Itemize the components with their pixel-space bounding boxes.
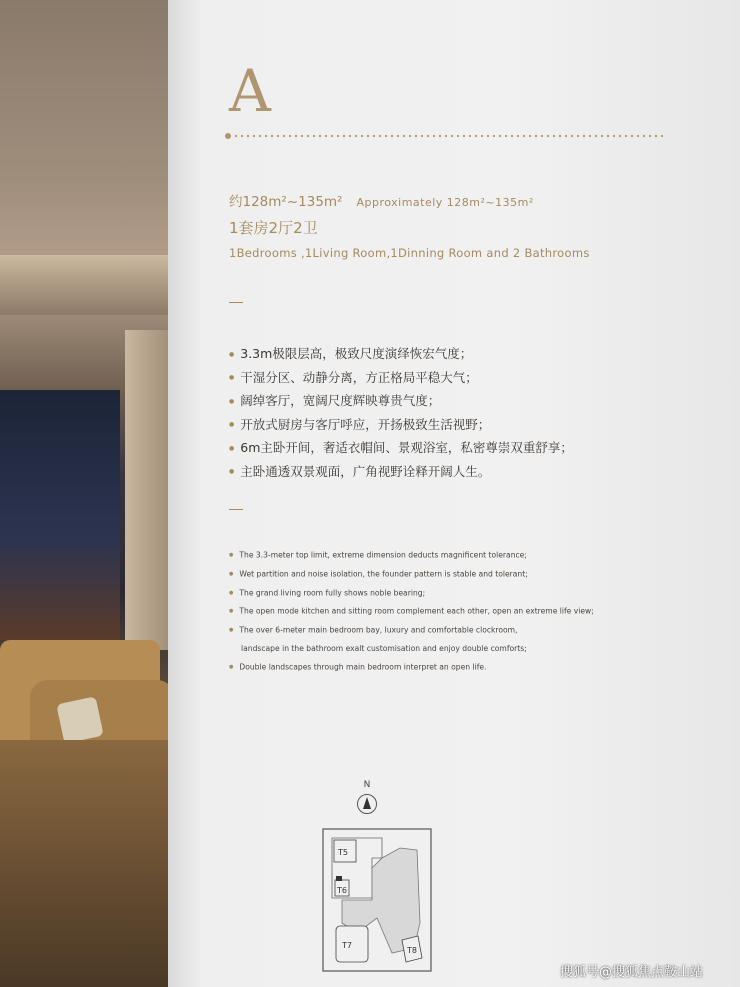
watermark: 搜狐号@搜狐焦点鞍山站 xyxy=(560,965,704,980)
tower-label: T5 xyxy=(338,848,348,857)
feature-cn-item: ● 开放式厨房与客厅呼应，开扬极致生活视野； xyxy=(229,413,573,437)
compass-icon xyxy=(357,794,377,814)
features-cn-list xyxy=(229,342,573,483)
area-cn: 约128m²~135m² xyxy=(229,194,343,210)
dotted-divider xyxy=(227,135,667,137)
tower-block xyxy=(336,926,368,962)
feature-en-item: ● Double landscapes through main bedroom interpret an open life. xyxy=(229,658,589,677)
feature-cn-item: ● 阔绰客厅，宽阔尺度辉映尊贵气度； xyxy=(229,389,573,413)
unit-area xyxy=(229,190,534,210)
feature-en-item-continued: landscape in the bathroom exalt customisation and enjoy double comforts; xyxy=(241,643,527,653)
brochure-page xyxy=(168,0,740,987)
feature-en-item: ● Wet partition and noise isolation, the founder pattern is stable and tolerant; xyxy=(229,565,589,584)
feature-cn-item: ● 干湿分区、动静分离，方正格局平稳大气； xyxy=(229,366,573,390)
tower-label: T8 xyxy=(407,946,417,955)
unit-letter: A xyxy=(229,57,271,125)
rooms-cn: 1套房2厅2卫 xyxy=(229,219,318,237)
feature-cn-item: ● 3.3m极限层高，极致尺度演绎恢宏气度； xyxy=(229,342,573,366)
feature-en-item: ● The open mode kitchen and sitting room complement each other, open an extreme life view; xyxy=(229,602,589,621)
feature-cn-item: ● 主卧通透双景观面，广角视野诠释开阔人生。 xyxy=(229,460,573,484)
short-divider xyxy=(229,509,243,510)
short-divider xyxy=(229,302,243,303)
features-en-list xyxy=(229,546,594,677)
feature-en-item: ● The over 6-meter main bedroom bay, luxury and comfortable clockroom, xyxy=(229,621,589,640)
feature-cn-item: ● 6m主卧开间，奢适衣帽间、景观浴室，私密尊崇双重舒享； xyxy=(229,436,573,460)
tower-label: T6 xyxy=(337,886,347,895)
area-en: Approximately 128m²~135m² xyxy=(356,196,534,209)
feature-en-item: ● The 3.3-meter top limit, extreme dimension deducts magnificent tolerance; xyxy=(229,546,589,565)
north-label: N xyxy=(363,780,371,790)
feature-en-item: ● The grand living room fully shows noble bearing; xyxy=(229,584,589,603)
interior-photo xyxy=(0,0,175,987)
rooms-en: 1Bedrooms ,1Living Room,1Dinning Room and 2 Bathrooms xyxy=(229,246,590,260)
site-plan xyxy=(322,828,432,973)
tower-label: T7 xyxy=(342,941,352,950)
